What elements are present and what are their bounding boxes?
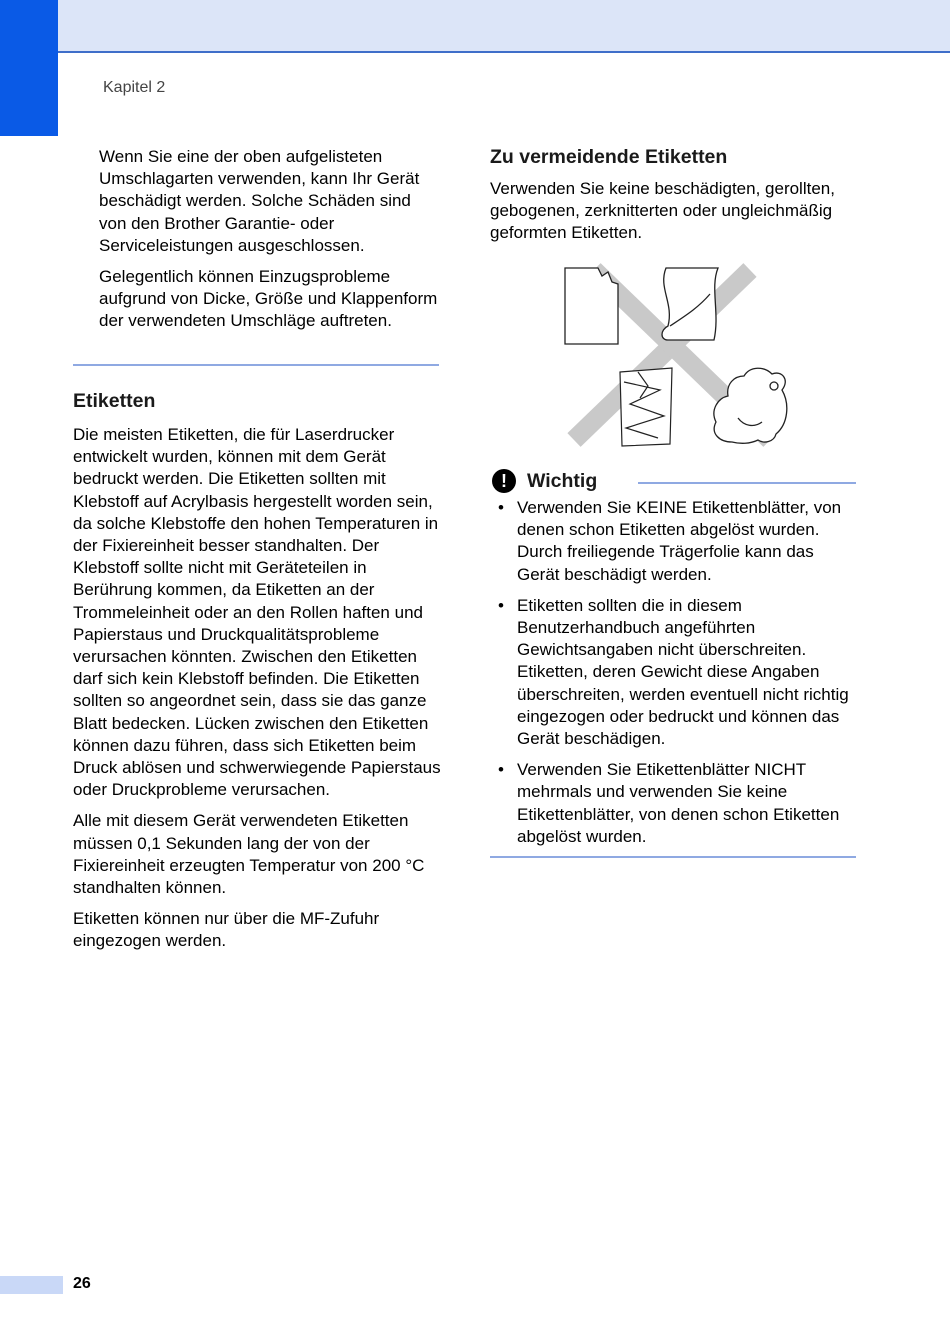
important-rule [638, 482, 856, 484]
bullet-icon: • [498, 595, 504, 615]
crumpled-sheet-icon [620, 368, 672, 446]
damaged-labels-illustration [560, 258, 790, 458]
etiketten-text [73, 424, 441, 962]
bullet-icon: • [498, 498, 504, 517]
important-end-rule [490, 856, 856, 858]
important-label: Wichtig [527, 469, 598, 492]
avoid-text [490, 178, 850, 254]
section-divider [73, 364, 439, 366]
chapter-tab [0, 0, 58, 136]
list-item-text: Etiketten sollten die in diesem Benutzerhandbuch angeführten Gewichtsangaben nicht überschreiten. Etiketten, deren Gewicht diese Angaben überschreiten, werden eventuell nicht richtig eingezogen oder bedruckt und können das Gerät beschädigen. [517, 595, 849, 749]
list-item-text: Verwenden Sie Etikettenblätter NICHT mehrmals und verwenden Sie keine Etikettenblätter, von denen schon Etiketten abgelöst wurden. [517, 760, 840, 846]
page-number: 26 [73, 1275, 91, 1292]
odd-shaped-label-icon [714, 368, 787, 443]
body-paragraph: Verwenden Sie keine beschädigten, gerollten, gebogenen, zerknitterten oder ungleichmäßig geformten Etiketten. [490, 179, 835, 243]
intro-paragraph: Gelegentlich können Einzugsprobleme aufgrund von Dicke, Größe und Klappenform der verwendeten Umschläge auftreten. [99, 267, 438, 331]
list-item [498, 759, 858, 848]
list-item [498, 595, 858, 750]
intro-paragraph: Wenn Sie eine der oben aufgelisteten Umschlagarten verwenden, kann Ihr Gerät beschädigt werden. Solche Schäden sind von den Brother Garantie- oder Serviceleistungen ausgeschlossen. [99, 147, 420, 255]
list-item [498, 497, 858, 586]
important-list [498, 497, 858, 857]
list-item-text: Verwenden Sie KEINE Etikettenblätter, von denen schon Etiketten abgelöst wurden. Durch freiliegende Trägerfolie kann das Gerät beschädigt werden. [517, 498, 842, 584]
body-paragraph: Etiketten können nur über die MF-Zufuhr eingezogen werden. [73, 909, 380, 951]
footer-bar [0, 1276, 63, 1294]
section-title-avoid: Zu vermeidende Etiketten [490, 146, 728, 168]
section-title-etiketten: Etiketten [73, 390, 156, 412]
header-band [0, 0, 950, 52]
intro-text [99, 146, 439, 342]
body-paragraph: Alle mit diesem Gerät verwendeten Etiketten müssen 0,1 Sekunden lang der von der Fixiereinheit erzeugten Temperatur von 200 °C standhalten können. [73, 811, 425, 898]
chapter-label: Kapitel 2 [103, 79, 166, 96]
torn-sheet-icon [565, 268, 618, 344]
header-rule [58, 51, 950, 53]
curled-sheet-icon [662, 268, 718, 340]
exclamation-icon: ! [492, 469, 516, 493]
bullet-icon: • [498, 760, 504, 780]
important-header [492, 469, 597, 493]
body-paragraph: Die meisten Etiketten, die für Laserdrucker entwickelt wurden, können mit dem Gerät bedruckt werden. Die Etiketten sollten mit Klebstoff auf Acrylbasis hergestellt worden sein, da solche Klebstoffe den hohen Temperaturen in der Fixiereinheit besser standhalten. Der Klebstoff sollte nicht mit Geräteteilen in Berührung kommen, da Etiketten an der Trommeleinheit oder an den Rollen haften und Papierstaus und Druckqualitätsprobleme verursachen könnten. Zwischen den Etiketten darf sich kein Klebstoff befinden. Die Etiketten sollten so angeordnet sein, dass sie das ganze Blatt bedecken. Lücken zwischen den Etiketten können dazu führen, dass sich Etiketten beim Druck ablösen und schwerwiegende Papierstaus oder Druckprobleme verursachen. [73, 425, 441, 800]
